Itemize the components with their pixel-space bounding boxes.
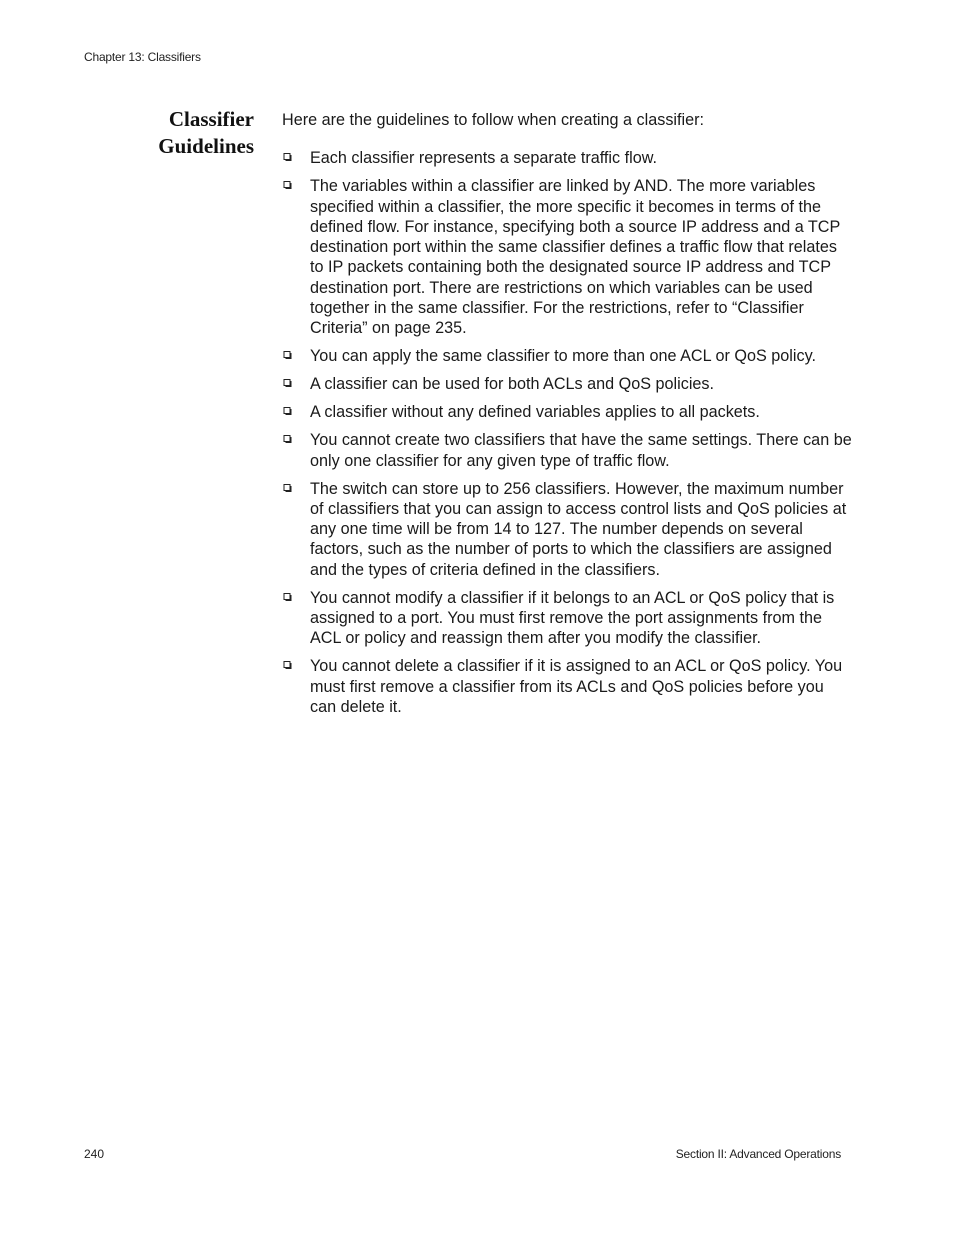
guideline-item <box>282 176 852 338</box>
section-heading-line1: Classifier <box>168 107 254 131</box>
guideline-item <box>282 479 852 580</box>
guideline-item <box>282 374 852 394</box>
checkbox-square-icon <box>282 590 295 604</box>
guideline-text: You cannot modify a classifier if it belongs to an ACL or QoS policy that is assigned to a port. You must first remove the port assignments from the ACL or policy and reassign them after you modify the classifier. <box>310 588 835 648</box>
guideline-text: A classifier can be used for both ACLs and QoS policies. <box>310 375 715 394</box>
guideline-text: Each classifier represents a separate traffic flow. <box>310 149 657 168</box>
checkbox-square-icon <box>282 432 295 446</box>
guideline-item <box>282 402 852 422</box>
section-heading <box>110 106 254 160</box>
running-header: Chapter 13: Classifiers <box>84 50 201 64</box>
checkbox-square-icon <box>282 150 295 164</box>
guideline-item <box>282 588 852 649</box>
guideline-item <box>282 656 852 717</box>
section-heading-line2: Guidelines <box>158 134 254 158</box>
checkbox-square-icon <box>282 404 295 418</box>
page-number: 240 <box>84 1147 105 1161</box>
guideline-text: You cannot delete a classifier if it is assigned to an ACL or QoS policy. You must first remove a classifier from its ACLs and QoS policies before you can delete it. <box>310 657 843 716</box>
section-body <box>282 110 852 725</box>
guideline-item <box>282 430 852 471</box>
guideline-text: The variables within a classifier are linked by AND. The more variables specified within a classifier, the more specific it becomes in terms of the defined flow. For instance, specifying both a source IP address and a TCP destination port within the same classifier defines a traffic flow that relates to IP packets containing both the designated source IP address and TCP destination port. There are restrictions on which variables can be used together in the same classifier. For the restrictions, refer to “Classifier Criteria” on page 235. <box>310 177 841 338</box>
checkbox-square-icon <box>282 658 295 672</box>
guideline-item <box>282 346 852 366</box>
checkbox-square-icon <box>282 348 295 362</box>
guideline-text: A classifier without any defined variables applies to all packets. <box>310 403 760 422</box>
intro-paragraph: Here are the guidelines to follow when creating a classifier: <box>282 111 704 129</box>
guidelines-list <box>282 148 852 717</box>
guideline-text: The switch can store up to 256 classifiers. However, the maximum number of classifiers that you can assign to access control lists and QoS policies at any one time will be from 14 to 127. The number depends on several factors, such as the number of ports to which the classifiers are assigned and the types of criteria defined in the classifiers. <box>310 479 847 579</box>
guideline-text: You can apply the same classifier to more than one ACL or QoS policy. <box>310 347 816 366</box>
checkbox-square-icon <box>282 481 295 495</box>
guideline-item <box>282 148 852 168</box>
running-footer-section: Section II: Advanced Operations <box>675 1147 841 1161</box>
checkbox-square-icon <box>282 178 295 192</box>
checkbox-square-icon <box>282 376 295 390</box>
guideline-text: You cannot create two classifiers that have the same settings. There can be only one classifier for any given type of traffic flow. <box>310 431 852 470</box>
